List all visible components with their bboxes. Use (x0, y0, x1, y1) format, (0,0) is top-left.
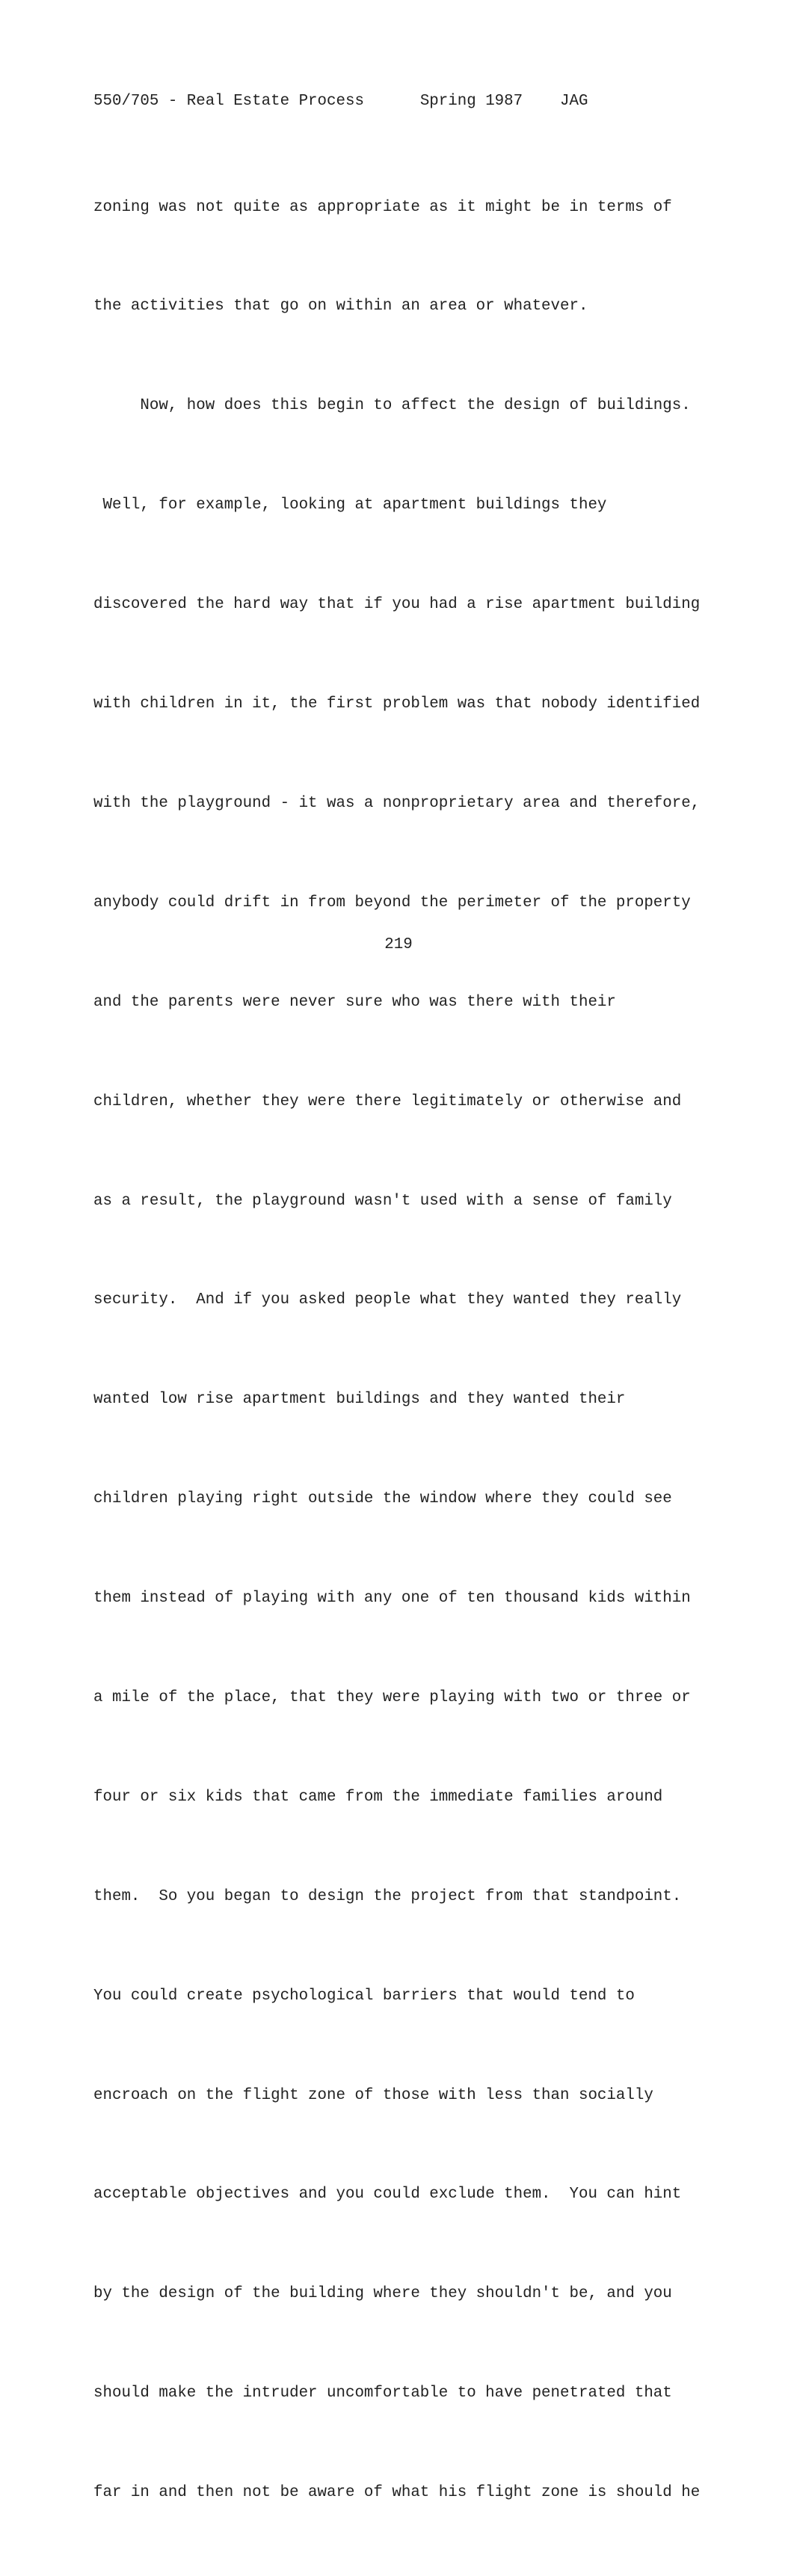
text-line: with the playground - it was a nonproprietary area and therefore, (93, 794, 701, 812)
header-gap (364, 93, 420, 110)
text-line: wanted low rise apartment buildings and they wanted their (93, 1391, 626, 1409)
text-line: children, whether they were there legitimately or otherwise and (93, 1092, 682, 1110)
header-initials: JAG (560, 93, 588, 110)
text-line: a mile of the place, that they were playing with two or three or (93, 1688, 691, 1706)
text-line: the activities that go on within an area or whatever. (93, 298, 588, 316)
header-term: Spring 1987 (419, 93, 523, 110)
text-line: anybody could drift in from beyond the perimeter of the property (93, 894, 691, 912)
text-line: them instead of playing with any one of ten thousand kids within (93, 1590, 691, 1608)
text-line: children playing right outside the window where they could see (93, 1490, 672, 1508)
text-line: discovered the hard way that if you had a rise apartment building (93, 596, 701, 614)
page-number: 219 (384, 936, 413, 953)
text-line: You could create psychological barriers that would tend to (93, 1987, 635, 2005)
text-line: with children in it, the first problem was that nobody identified (93, 695, 701, 713)
text-line: far in and then not be aware of what his flight zone is should he (93, 2484, 701, 2502)
running-header (93, 92, 588, 111)
body-text (93, 125, 700, 2576)
text-line: security. And if you asked people what they wanted they really (93, 1291, 682, 1309)
text-line: Now, how does this begin to affect the design of buildings. (93, 397, 691, 415)
header-course: 550/705 - Real Estate Process (93, 93, 364, 110)
text-line: zoning was not quite as appropriate as it might be in terms of (93, 198, 672, 216)
text-line: encroach on the flight zone of those with less than socially (93, 2086, 653, 2104)
text-line: by the design of the building where they shouldn't be, and you (93, 2285, 672, 2303)
text-line: and the parents were never sure who was there with their (93, 993, 616, 1011)
text-line: as a result, the playground wasn't used with a sense of family (93, 1192, 672, 1210)
header-gap (523, 93, 560, 110)
text-line: them. So you began to design the project from that standpoint. (93, 1887, 682, 1905)
text-line: Well, for example, looking at apartment buildings they (93, 497, 607, 514)
text-line: acceptable objectives and you could exclude them. You can hint (93, 2186, 682, 2204)
text-line: should make the intruder uncomfortable to have penetrated that (93, 2385, 672, 2403)
text-line: four or six kids that came from the immediate families around (93, 1788, 663, 1806)
